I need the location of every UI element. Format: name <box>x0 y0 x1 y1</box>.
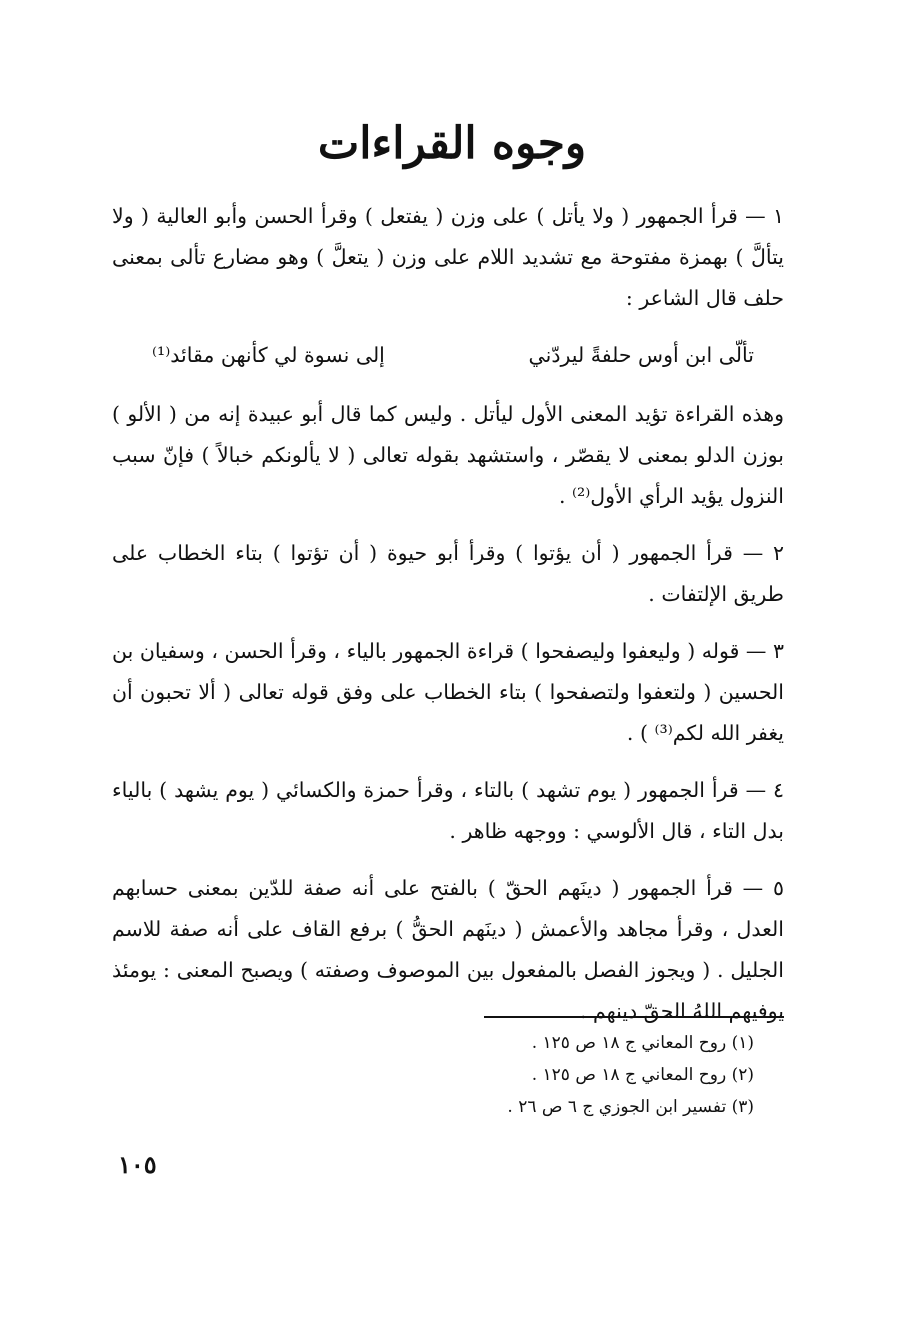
paragraph-6: ٥ — قرأ الجمهور ( دينَهم الحقّ ) بالفتح على أنه صفة للدّين بمعنى حسابهم العدل ، وقرأ مجاهد والأعمش ( دينَهم الحقُّ ) برفع القاف على أنه صفة للاسم الجليل . ( ويجوز الفصل بالمفعول بين الموصوف وصفته ) ويصبح المعنى : يومئذ يوفيهم اللهُ الحقّ دينهم . <box>112 876 784 1023</box>
footnotes <box>354 1027 754 1123</box>
paragraph-4: ٣ — قوله ( وليعفوا وليصفحوا ) قراءة الجمهور بالياء ، وقرأ الحسن ، وسفيان بن الحسين ( ولتعفوا ولتصفحوا ) بتاء الخطاب على وفق قوله تعالى ( ألا تحبون أن يغفر الله لكم⁽³⁾ ) . <box>112 639 784 745</box>
section-heading: وجوه القراءات <box>317 118 587 169</box>
paragraph-3: ٢ — قرأ الجمهور ( أن يؤتوا ) وقرأ أبو حيوة ( أن تؤتوا ) بتاء الخطاب على طريق الإلتفات . <box>112 541 784 606</box>
poem-second-hemistich: إلى نسوة لي كأنهن مقائد⁽¹⁾ <box>152 343 385 367</box>
main-text <box>112 196 784 1048</box>
footnote-1: (١) روح المعاني ج ١٨ ص ١٢٥ . <box>531 1033 754 1053</box>
paragraph-5: ٤ — قرأ الجمهور ( يوم تشهد ) بالتاء ، وقرأ حمزة والكسائي ( يوم يشهد ) بالياء بدل التاء ، قال الألوسي : ووجهه ظاهر . <box>112 778 784 843</box>
footnote-3: (٣) تفسير ابن الجوزي ج ٦ ص ٢٦ . <box>507 1097 754 1117</box>
poem-verse <box>152 335 754 376</box>
poem-first-hemistich: تألّى ابن أوس حلفةً ليردّني <box>528 343 754 367</box>
page-number: ١٠٥ <box>118 1150 157 1179</box>
footnote-2: (٢) روح المعاني ج ١٨ ص ١٢٥ . <box>531 1065 754 1085</box>
paragraph-1: ١ — قرأ الجمهور ( ولا يأتل ) على وزن ( يفتعل ) وقرأ الحسن وأبو العالية ( ولا يتألَّ ) بهمزة مفتوحة مع تشديد اللام على وزن ( يتعلَّ ) وهو مضارع تألى بمعنى حلف قال الشاعر : <box>112 204 784 310</box>
paragraph-2: وهذه القراءة تؤيد المعنى الأول ليأتل . وليس كما قال أبو عبيدة إنه من ( الألو ) بوزن الدلو بمعنى لا يقصّر ، واستشهد بقوله تعالى ( لا يألونكم خبالاً ) فإنّ سبب النزول يؤيد الرأي الأول⁽²⁾ . <box>112 402 784 508</box>
footnote-divider <box>484 1016 784 1018</box>
